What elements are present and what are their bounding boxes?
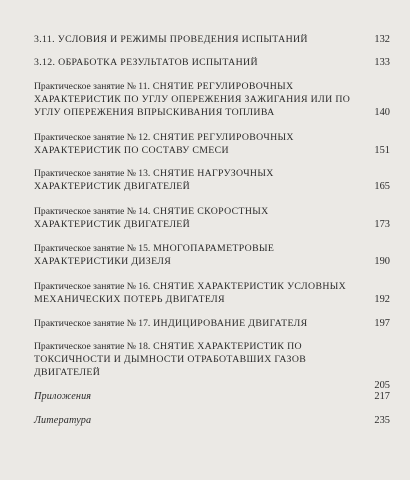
toc-entry-practical-11 [34, 80, 390, 120]
toc-entry-practical-18 [34, 340, 390, 392]
toc-entry-title: 3.11. УСЛОВИЯ И РЕЖИМЫ ПРОВЕДЕНИЯ ИСПЫТАНИЙ [34, 34, 308, 45]
toc-entry-lead: Практическое занятие № 17. [34, 318, 151, 329]
toc-entry-page-number: 132 [374, 34, 390, 45]
toc-entry-page-number: 205 [374, 380, 390, 392]
toc-entry-lead: Практическое занятие № 12. [34, 132, 151, 143]
toc-entry-practical-17 [34, 317, 390, 330]
toc-entry-title: СНЯТИЕ ХАРАКТЕРИСТИК УСЛОВНЫХ МЕХАНИЧЕСКИХ ПОТЕРЬ ДВИГАТЕЛЯ [34, 281, 347, 306]
toc-entry-appendices [34, 390, 390, 403]
toc-entry-lead: Практическое занятие № 16. [34, 281, 151, 292]
toc-entry-literature [34, 414, 390, 427]
toc-entry-practical-16 [34, 280, 390, 306]
toc-entry-lead: Практическое занятие № 18. [34, 341, 151, 352]
toc-entry-title: Приложения [34, 391, 92, 402]
toc-entry-title: СНЯТИЕ РЕГУЛИРОВОЧНЫХ ХАРАКТЕРИСТИК ПО УГЛУ ОПЕРЕЖЕНИЯ ЗАЖИГАНИЯ ИЛИ ПО УГЛУ ОПЕРЕЖЕНИЯ ВПРЫСКИВАНИЯ ТОПЛИВА [34, 81, 351, 119]
toc-entry-lead: Практическое занятие № 13. [34, 168, 151, 179]
toc-entry-lead: Практическое занятие № 11. [34, 81, 150, 92]
toc-entry-3-11 [34, 33, 390, 46]
toc-entry-lead: Практическое занятие № 14. [34, 206, 151, 217]
toc-entry-practical-12 [34, 131, 390, 157]
toc-entry-page-number: 173 [374, 219, 390, 231]
toc-entry-title: Литература [34, 415, 92, 426]
toc-entry-title: ИНДИЦИРОВАНИЕ ДВИГАТЕЛЯ [153, 318, 308, 329]
toc-entry-page-number: 197 [374, 318, 390, 329]
toc-entry-practical-15 [34, 242, 390, 268]
toc-entry-title: СНЯТИЕ НАГРУЗОЧНЫХ ХАРАКТЕРИСТИК ДВИГАТЕЛЕЙ [34, 168, 274, 193]
toc-entry-title: СНЯТИЕ СКОРОСТНЫХ ХАРАКТЕРИСТИК ДВИГАТЕЛЕЙ [34, 206, 269, 231]
toc-entry-title: 3.12. ОБРАБОТКА РЕЗУЛЬТАТОВ ИСПЫТАНИЙ [34, 57, 258, 68]
toc-entry-page-number: 190 [374, 256, 390, 268]
toc-entry-practical-13 [34, 167, 390, 193]
toc-entry-title: СНЯТИЕ РЕГУЛИРОВОЧНЫХ ХАРАКТЕРИСТИК ПО СОСТАВУ СМЕСИ [34, 132, 294, 157]
toc-entry-page-number: 235 [374, 415, 390, 426]
toc-entry-3-12 [34, 56, 390, 69]
toc-entry-page-number: 140 [374, 107, 390, 119]
toc-entry-page-number: 217 [374, 391, 390, 402]
toc-entry-lead: Практическое занятие № 15. [34, 243, 151, 254]
toc-entry-page-number: 151 [374, 145, 390, 157]
toc-entry-title: СНЯТИЕ ХАРАКТЕРИСТИК ПО ТОКСИЧНОСТИ И ДЫМНОСТИ ОТРАБОТАВШИХ ГАЗОВ ДВИГАТЕЛЕЙ [34, 341, 307, 379]
toc-entry-title: МНОГОПАРАМЕТРОВЫЕ ХАРАКТЕРИСТИКИ ДИЗЕЛЯ [34, 243, 275, 268]
toc-entry-page-number: 192 [374, 294, 390, 306]
toc-entry-page-number: 165 [374, 181, 390, 193]
toc-entry-page-number: 133 [374, 57, 390, 68]
toc-entry-practical-14 [34, 205, 390, 231]
